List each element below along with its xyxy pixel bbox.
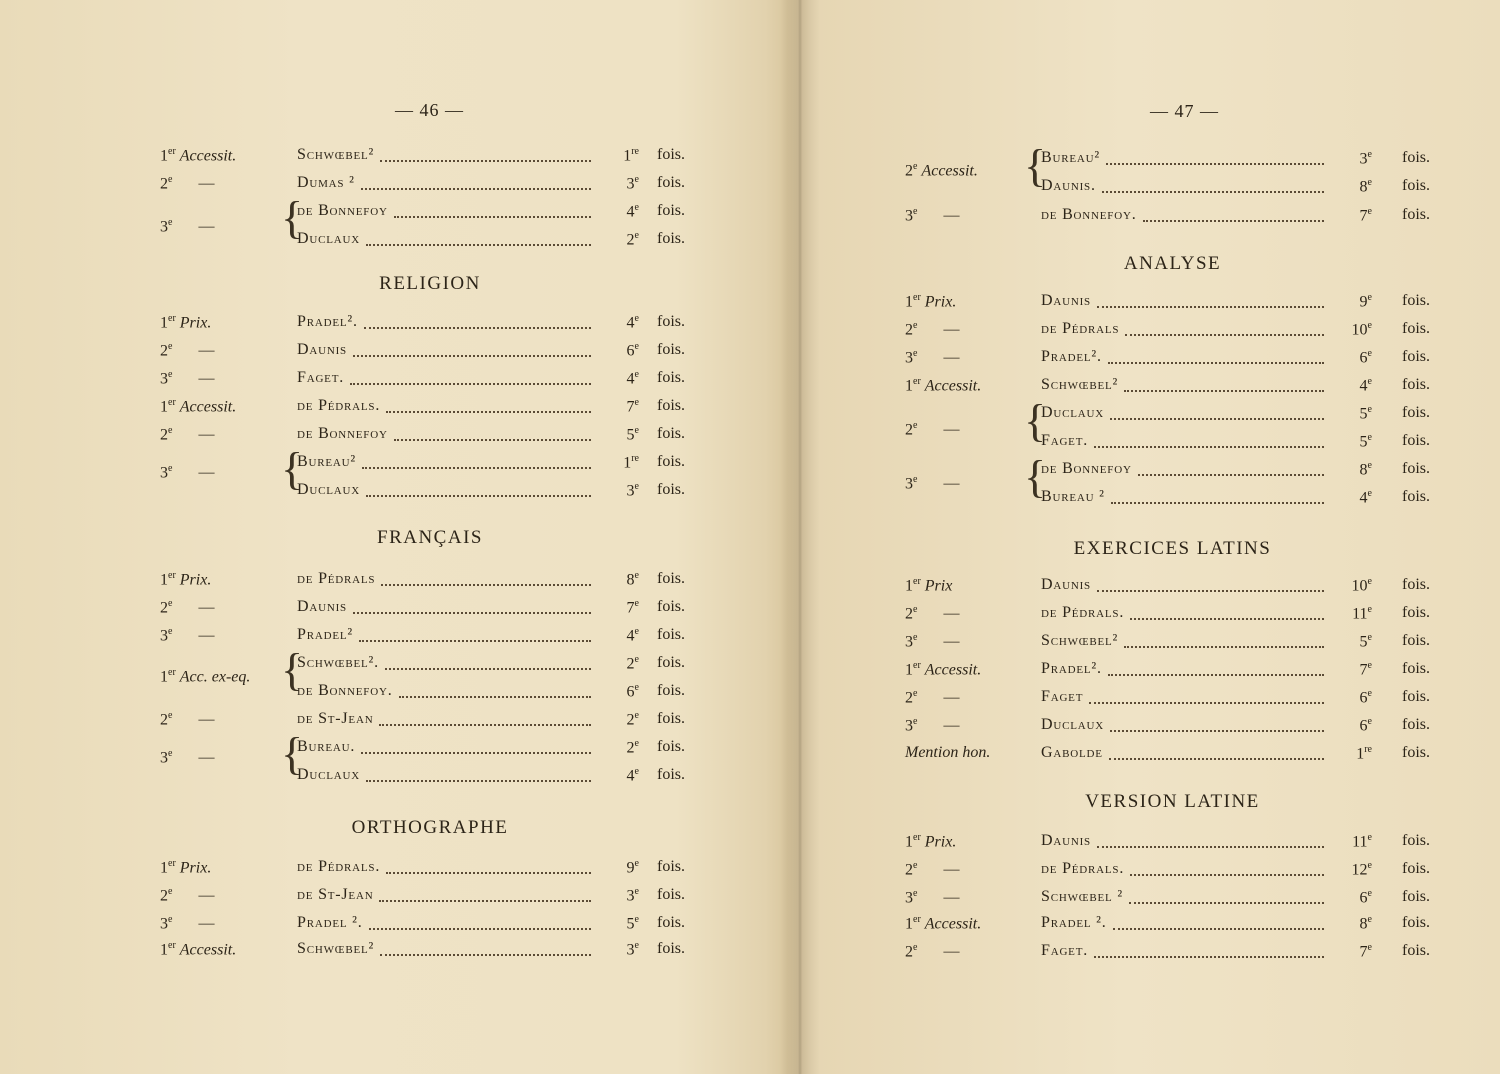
fois-label: fois. [657, 202, 685, 219]
leader-dots [394, 202, 591, 218]
times-count: 10e [1351, 320, 1372, 339]
student-name: de Bonnefoy. [297, 682, 393, 699]
rank-label: 3e — [160, 369, 215, 388]
rank-label: 3e — [905, 206, 960, 225]
table-row [900, 885, 1445, 909]
leader-dots [1108, 348, 1324, 364]
leader-dots [1125, 320, 1324, 336]
fois-label: fois. [657, 914, 685, 931]
student-name: Faget. [297, 369, 345, 386]
student-name: Gabolde [1041, 744, 1103, 761]
student-name: de Pédrals. [1041, 860, 1125, 877]
student-name: Pradel². [1041, 660, 1102, 677]
brace-icon: { [1024, 451, 1047, 502]
table-row [155, 422, 705, 446]
times-count: 4e [626, 766, 639, 785]
table-row [900, 713, 1445, 737]
student-name: Faget. [1041, 942, 1089, 959]
times-count: 2e [626, 738, 639, 757]
student-name: Daunis [1041, 292, 1091, 309]
leader-dots [386, 397, 591, 413]
leader-dots [1130, 860, 1324, 876]
rank-label: 1er Prix. [905, 832, 957, 851]
leader-dots [385, 654, 591, 670]
student-name: Schwœbel ² [1041, 888, 1123, 905]
student-name: Faget [1041, 688, 1084, 705]
fois-label: fois. [657, 654, 685, 671]
rank-label: 1er Accessit. [905, 914, 982, 933]
brace-icon: { [281, 644, 304, 695]
fois-label: fois. [657, 481, 685, 498]
fois-label: fois. [657, 146, 685, 163]
table-row [155, 366, 705, 390]
fois-label: fois. [657, 397, 685, 414]
leader-dots [1110, 716, 1324, 732]
student-name: de Pédrals. [1041, 604, 1125, 621]
fois-label: fois. [657, 369, 685, 386]
times-count: 5e [1359, 432, 1372, 451]
student-name: Pradel². [1041, 348, 1102, 365]
fois-label: fois. [1402, 576, 1430, 593]
table-row [900, 657, 1445, 681]
leader-dots [361, 738, 591, 754]
rank-label: 2e — [160, 174, 215, 193]
times-count: 2e [626, 654, 639, 673]
times-count: 1re [623, 146, 639, 165]
rank-label: 3e — [905, 888, 960, 907]
student-name: Daunis [1041, 576, 1091, 593]
fois-label: fois. [1402, 860, 1430, 877]
rank-label: 3e — [160, 914, 215, 933]
tied-rank-label: 2e — [905, 420, 960, 439]
student-name: Pradel² [297, 626, 353, 643]
times-count: 6e [1359, 348, 1372, 367]
times-count: 7e [1359, 660, 1372, 679]
student-name: de Bonnefoy. [1041, 206, 1137, 223]
times-count: 9e [1359, 292, 1372, 311]
fois-label: fois. [1402, 460, 1430, 477]
rank-label: 1er Accessit. [905, 660, 982, 679]
times-count: 8e [1359, 177, 1372, 196]
leader-dots [1109, 744, 1324, 760]
table-row [155, 394, 705, 418]
rank-label: 2e — [160, 710, 215, 729]
times-count: 5e [626, 914, 639, 933]
leader-dots [1111, 488, 1324, 504]
leader-dots [1124, 632, 1324, 648]
fois-label: fois. [1402, 432, 1430, 449]
student-name: Duclaux [297, 230, 360, 247]
rank-label: 2e — [905, 604, 960, 623]
table-row [155, 735, 705, 759]
fois-label: fois. [1402, 632, 1430, 649]
student-name: de Pédrals [1041, 320, 1120, 337]
times-count: 7e [626, 598, 639, 617]
rank-label: 2e — [160, 598, 215, 617]
leader-dots [379, 886, 591, 902]
times-count: 6e [1359, 716, 1372, 735]
student-name: de St-Jean [297, 886, 374, 903]
fois-label: fois. [1402, 292, 1430, 309]
fois-label: fois. [1402, 206, 1430, 223]
table-row [900, 146, 1445, 170]
student-name: Faget. [1041, 432, 1089, 449]
times-count: 3e [626, 940, 639, 959]
student-name: Bureau² [1041, 149, 1100, 166]
fois-label: fois. [657, 940, 685, 957]
times-count: 3e [626, 481, 639, 500]
rank-label: Mention hon. [905, 744, 991, 761]
fois-label: fois. [657, 341, 685, 358]
brace-icon: { [281, 443, 304, 494]
times-count: 8e [1359, 914, 1372, 933]
fois-label: fois. [657, 453, 685, 470]
fois-label: fois. [1402, 404, 1430, 421]
times-count: 7e [626, 397, 639, 416]
rank-label: 3e — [905, 632, 960, 651]
fois-label: fois. [1402, 744, 1430, 761]
student-name: Pradel ². [1041, 914, 1107, 931]
tied-rank-label: 3e — [905, 474, 960, 493]
table-row [155, 883, 705, 907]
page-number: — 47 — [1150, 101, 1219, 121]
table-row [900, 203, 1445, 227]
tied-rank-label: 3e — [160, 463, 215, 482]
leader-dots [353, 341, 591, 357]
leader-dots [1129, 888, 1324, 904]
student-name: Bureau ² [1041, 488, 1105, 505]
leader-dots [379, 710, 591, 726]
times-count: 4e [626, 369, 639, 388]
rank-label: 2e — [905, 942, 960, 961]
table-row [900, 629, 1445, 653]
table-row [155, 567, 705, 591]
times-count: 6e [626, 682, 639, 701]
table-row [155, 143, 705, 167]
table-row [155, 623, 705, 647]
leader-dots [1143, 206, 1324, 222]
student-name: Bureau² [297, 453, 356, 470]
section-heading: ANALYSE [1123, 253, 1222, 274]
student-name: Pradel². [297, 313, 358, 330]
brace-icon: { [281, 728, 304, 779]
times-count: 6e [1359, 688, 1372, 707]
times-count: 5e [1359, 404, 1372, 423]
table-row [900, 601, 1445, 625]
leader-dots [1108, 660, 1324, 676]
leader-dots [1094, 432, 1324, 448]
leader-dots [366, 766, 591, 782]
fois-label: fois. [1402, 688, 1430, 705]
fois-label: fois. [657, 858, 685, 875]
rank-label: 2e — [160, 425, 215, 444]
table-row [155, 595, 705, 619]
leader-dots [1094, 942, 1324, 958]
fois-label: fois. [657, 598, 685, 615]
times-count: 4e [626, 313, 639, 332]
leader-dots [1124, 376, 1324, 392]
table-row [900, 829, 1445, 853]
student-name: Schwœbel² [1041, 376, 1119, 393]
leader-dots [366, 230, 591, 246]
times-count: 1re [1356, 744, 1372, 763]
table-row [900, 174, 1445, 198]
book-gutter [780, 0, 820, 1074]
times-count: 11e [1352, 604, 1372, 623]
leader-dots [381, 570, 591, 586]
student-name: Duclaux [297, 766, 360, 783]
leader-dots [399, 682, 591, 698]
leader-dots [1097, 832, 1324, 848]
table-row [155, 478, 705, 502]
fois-label: fois. [657, 766, 685, 783]
brace-icon: { [281, 192, 304, 243]
fois-label: fois. [657, 682, 685, 699]
fois-label: fois. [1402, 832, 1430, 849]
leader-dots [361, 174, 591, 190]
leader-dots [1110, 404, 1324, 420]
times-count: 3e [626, 174, 639, 193]
leader-dots [362, 453, 591, 469]
section-heading: EXERCICES LATINS [1073, 538, 1272, 559]
times-count: 4e [1359, 488, 1372, 507]
fois-label: fois. [1402, 348, 1430, 365]
rank-label: 2e — [160, 886, 215, 905]
student-name: Dumas ² [297, 174, 355, 191]
page-number: — 46 — [395, 100, 464, 120]
leader-dots [1097, 292, 1324, 308]
times-count: 12e [1351, 860, 1372, 879]
student-name: Schwœbel² [1041, 632, 1119, 649]
rank-label: 1er Prix. [905, 292, 957, 311]
table-row [155, 310, 705, 334]
rank-label: 1er Accessit. [905, 376, 982, 395]
table-row [155, 937, 705, 961]
table-row [155, 171, 705, 195]
fois-label: fois. [1402, 320, 1430, 337]
leader-dots [1106, 149, 1324, 165]
times-count: 2e [626, 710, 639, 729]
fois-label: fois. [1402, 888, 1430, 905]
times-count: 8e [1359, 460, 1372, 479]
brace-icon: { [1024, 140, 1047, 191]
leader-dots [380, 146, 591, 162]
table-row [900, 685, 1445, 709]
leader-dots [369, 914, 591, 930]
times-count: 11e [1352, 832, 1372, 851]
student-name: de Pédrals. [297, 858, 381, 875]
fois-label: fois. [1402, 716, 1430, 733]
student-name: de Pédrals [297, 570, 376, 587]
rank-label: 1er Prix. [160, 313, 212, 332]
times-count: 8e [626, 570, 639, 589]
leader-dots [394, 425, 591, 441]
fois-label: fois. [1402, 488, 1430, 505]
leader-dots [350, 369, 591, 385]
section-heading: ORTHOGRAPHE [351, 817, 509, 838]
fois-label: fois. [1402, 177, 1430, 194]
section-heading: FRANÇAIS [377, 527, 483, 548]
rank-label: 1er Prix. [160, 858, 212, 877]
leader-dots [353, 598, 591, 614]
rank-label: 1er Prix [905, 576, 953, 595]
student-name: Duclaux [1041, 716, 1104, 733]
times-count: 4e [626, 202, 639, 221]
student-name: de Bonnefoy [297, 202, 388, 219]
tied-rank-label: 3e — [160, 217, 215, 236]
leader-dots [386, 858, 591, 874]
leader-dots [380, 940, 591, 956]
table-row [900, 289, 1445, 313]
leader-dots [1130, 604, 1324, 620]
rank-label: 2e — [160, 341, 215, 360]
rank-label: 2e — [905, 688, 960, 707]
student-name: Daunis. [1041, 177, 1096, 194]
times-count: 5e [626, 425, 639, 444]
fois-label: fois. [1402, 914, 1430, 931]
leader-dots [1097, 576, 1324, 592]
student-name: Bureau. [297, 738, 356, 755]
fois-label: fois. [657, 174, 685, 191]
tied-rank-label: 3e — [160, 748, 215, 767]
student-name: Pradel ². [297, 914, 363, 931]
student-name: Daunis [297, 598, 347, 615]
table-row [900, 401, 1445, 425]
times-count: 10e [1351, 576, 1372, 595]
fois-label: fois. [1402, 660, 1430, 677]
table-row [900, 457, 1445, 481]
table-row [155, 450, 705, 474]
table-row [900, 857, 1445, 881]
table-row [155, 707, 705, 731]
leader-dots [1102, 177, 1324, 193]
student-name: de Pédrals. [297, 397, 381, 414]
rank-label: 2e — [905, 860, 960, 879]
student-name: Schwœbel². [297, 654, 379, 671]
table-row [155, 763, 705, 787]
times-count: 4e [626, 626, 639, 645]
fois-label: fois. [1402, 376, 1430, 393]
times-count: 7e [1359, 942, 1372, 961]
fois-label: fois. [657, 710, 685, 727]
page-47 [900, 0, 1445, 1074]
rank-label: 3e — [905, 348, 960, 367]
fois-label: fois. [657, 570, 685, 587]
table-row [900, 373, 1445, 397]
times-count: 6e [626, 341, 639, 360]
times-count: 1re [623, 453, 639, 472]
leader-dots [366, 481, 591, 497]
fois-label: fois. [1402, 942, 1430, 959]
rank-label: 3e — [905, 716, 960, 735]
rank-label: 2e — [905, 320, 960, 339]
fois-label: fois. [657, 425, 685, 442]
student-name: Duclaux [1041, 404, 1104, 421]
student-name: Schwœbel² [297, 146, 375, 163]
rank-label: 1er Accessit. [160, 146, 237, 165]
tied-rank-label: 1er Acc. ex-eq. [160, 667, 251, 686]
fois-label: fois. [657, 886, 685, 903]
student-name: Daunis [297, 341, 347, 358]
tied-rank-label: 2e Accessit. [905, 161, 978, 180]
fois-label: fois. [1402, 149, 1430, 166]
rank-label: 1er Accessit. [160, 397, 237, 416]
table-row [900, 317, 1445, 341]
student-name: de St-Jean [297, 710, 374, 727]
times-count: 9e [626, 858, 639, 877]
student-name: Daunis [1041, 832, 1091, 849]
fois-label: fois. [657, 738, 685, 755]
times-count: 5e [1359, 632, 1372, 651]
rank-label: 3e — [160, 626, 215, 645]
table-row [900, 485, 1445, 509]
table-row [900, 911, 1445, 935]
table-row [155, 227, 705, 251]
brace-icon: { [1024, 395, 1047, 446]
times-count: 4e [1359, 376, 1372, 395]
page-46 [155, 0, 705, 1074]
table-row [900, 573, 1445, 597]
leader-dots [364, 313, 591, 329]
student-name: de Bonnefoy [1041, 460, 1132, 477]
table-row [155, 855, 705, 879]
fois-label: fois. [657, 626, 685, 643]
section-heading: RELIGION [379, 273, 481, 294]
times-count: 2e [626, 230, 639, 249]
rank-label: 1er Accessit. [160, 940, 237, 959]
student-name: Schwœbel² [297, 940, 375, 957]
table-row [155, 199, 705, 223]
times-count: 7e [1359, 206, 1372, 225]
rank-label: 1er Prix. [160, 570, 212, 589]
times-count: 3e [1359, 149, 1372, 168]
table-row [900, 429, 1445, 453]
times-count: 6e [1359, 888, 1372, 907]
leader-dots [1089, 688, 1324, 704]
table-row [155, 338, 705, 362]
student-name: de Bonnefoy [297, 425, 388, 442]
table-row [900, 345, 1445, 369]
leader-dots [1138, 460, 1324, 476]
times-count: 3e [626, 886, 639, 905]
fois-label: fois. [657, 230, 685, 247]
leader-dots [1113, 914, 1324, 930]
table-row [900, 741, 1445, 765]
table-row [155, 911, 705, 935]
student-name: Duclaux [297, 481, 360, 498]
table-row [900, 939, 1445, 963]
leader-dots [359, 626, 591, 642]
fois-label: fois. [657, 313, 685, 330]
section-heading: VERSION LATINE [1085, 791, 1260, 812]
fois-label: fois. [1402, 604, 1430, 621]
